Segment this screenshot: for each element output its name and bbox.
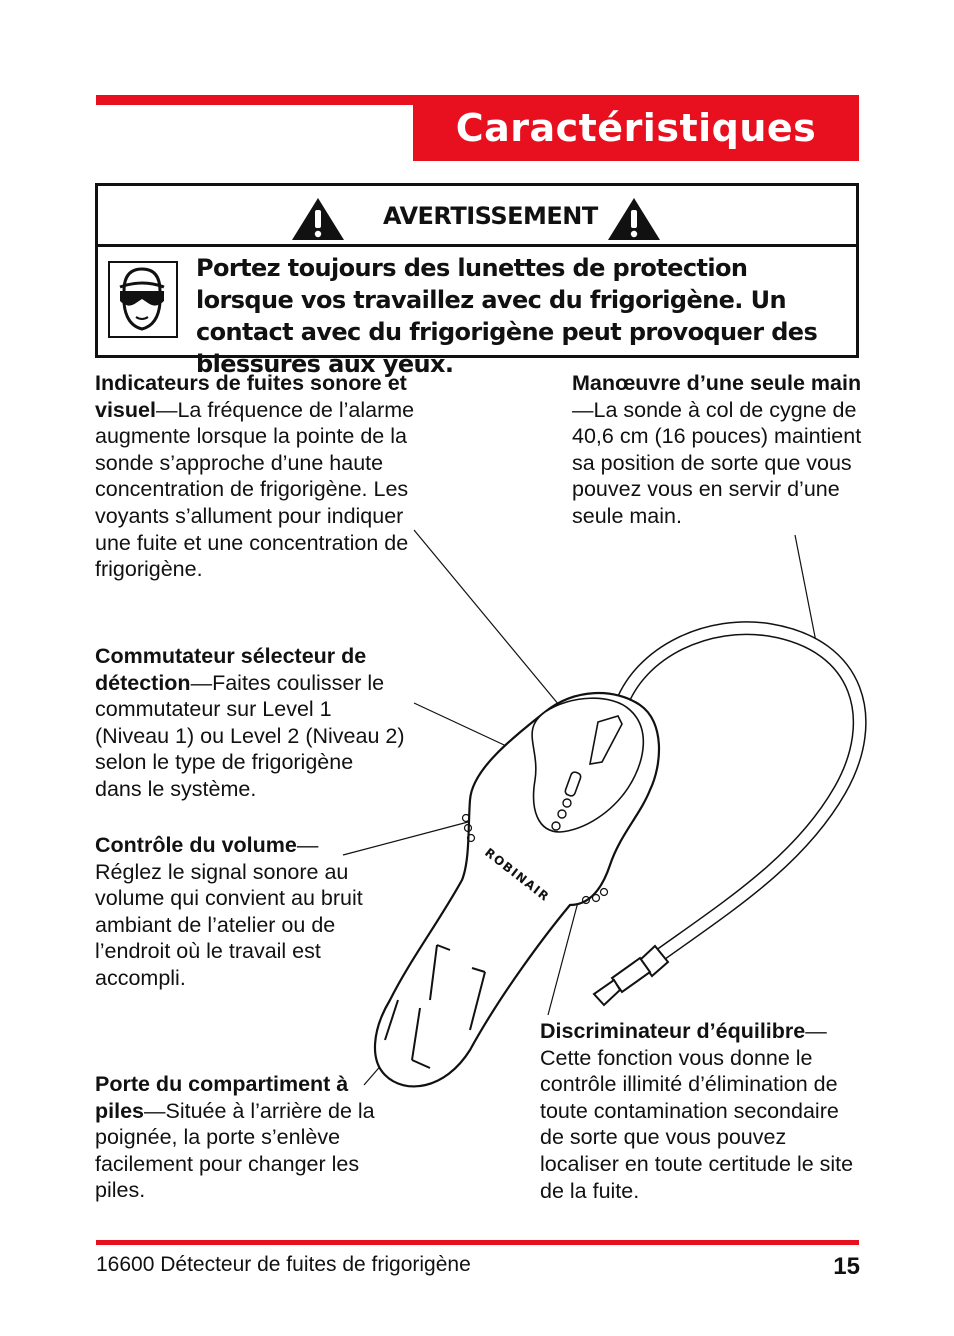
warning-text: Portez toujours des lunettes de protection lorsque vos travaillez avec du frigorigène. Un contact avec du frigorigène peut provoquer des blessures aux yeux. <box>196 254 818 378</box>
feature-title: Commutateur sélecteur de détection <box>95 644 367 695</box>
feature-description: —La sonde à col de cygne de 40,6 cm (16 pouces) maintient sa position de sorte que vous pouvez vous en servir d’une seule main. <box>572 397 862 528</box>
feature-description: —La fréquence de l’alarme augmente lorsque la pointe de la sonde s’approche d’une haute concentration de frigorigène. Les voyants s’allument pour indiquer une fuite et une concentration de frigorigène. <box>95 397 415 582</box>
feature-title: Discriminateur d’équilibre <box>540 1019 806 1043</box>
warning-title: AVERTISSEMENT <box>383 202 598 230</box>
device-brand-label: ROBINAIR <box>482 845 553 905</box>
feature-description: —Faites coulisser le commutateur sur Level 1 (Niveau 1) ou Level 2 (Niveau 2) selon le type de frigorigène dans le système. <box>95 670 405 801</box>
feature-description: —Située à l’arrière de la poignée, la porte s’enlève facilement pour changer les piles. <box>95 1098 375 1203</box>
feature-description: — Cette fonction vous donne le contrôle illimité d’élimination de toute contamination secondaire de sorte que vous pouvez localiser en toute certitude le site de la fuite. <box>540 1019 854 1203</box>
page-number: 15 <box>833 1253 860 1280</box>
page-title: Caractéristiques <box>455 106 817 150</box>
feature-title: Contrôle du volume <box>95 833 297 857</box>
footer-rule <box>96 1240 859 1245</box>
feature-title: Porte du compartiment à piles <box>95 1072 349 1123</box>
feature-description: — Réglez le signal sonore au volume qui convient au bruit ambiant de l’atelier ou de l’endroit où le travail est accompli. <box>95 833 363 990</box>
feature-title: Manœuvre d’une seule main <box>572 371 862 395</box>
feature-title: Indicateurs de fuites sonore et visuel <box>95 371 407 422</box>
footer-doc-title: 16600 Détecteur de fuites de frigorigène <box>96 1253 471 1276</box>
